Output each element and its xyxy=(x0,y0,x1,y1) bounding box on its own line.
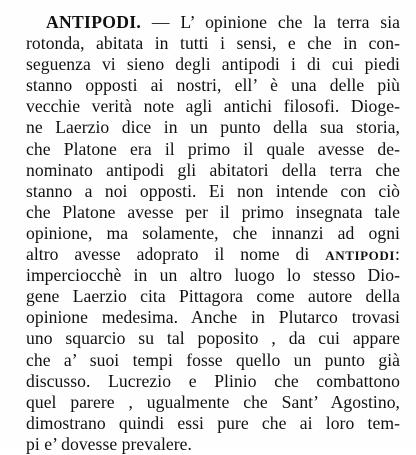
article-text xyxy=(26,12,400,455)
text-run: vecchie verità note agli antichi filosofi. Dioge- xyxy=(26,96,400,117)
text-run: gene Laerzio cita Pittagora come autore della xyxy=(26,286,400,307)
text-line xyxy=(26,181,400,202)
text-run: che Platone avesse per il primo insegnata tale xyxy=(26,201,400,222)
text-run: ne Laerzio dice in un punto della sua storia, xyxy=(26,117,400,138)
text-line xyxy=(26,371,400,392)
text-run: che a’ suoi tempi fosse quello un punto già xyxy=(26,349,400,370)
text-run: seguenza vi sieno degli antipodi i di cui piedi xyxy=(26,54,400,75)
text-run: pi e’ dovesse prevalere. xyxy=(26,433,192,454)
text-line xyxy=(26,392,400,413)
text-run: stanno opposti ai nostri, ell’ è una delle più xyxy=(26,75,400,96)
text-line xyxy=(26,286,400,307)
text-run: discusso. Lucrezio e Plinio che combattono xyxy=(26,370,400,391)
headword: ANTIPODI. xyxy=(46,12,142,32)
text-line xyxy=(26,75,400,96)
text-run: opinione medesima. Anche in Plutarco trovasi xyxy=(26,307,400,328)
text-line xyxy=(26,244,400,265)
text-run: — L’ opinione che la terra sia xyxy=(141,12,400,32)
text-line xyxy=(26,350,400,371)
text-line xyxy=(26,202,400,223)
text-line xyxy=(26,413,400,434)
text-run: stanno a noi opposti. Ei non intende con ciò xyxy=(26,180,400,201)
text-line xyxy=(26,223,400,244)
text-run: uno squarcio su tal poposito , da cui appare xyxy=(26,328,400,349)
text-run: nominato antipodi gli abitatori della terra che xyxy=(26,159,400,180)
text-line xyxy=(26,328,400,349)
text-line xyxy=(26,33,400,54)
text-line xyxy=(26,96,400,117)
text-line xyxy=(26,307,400,328)
text-run: imperciocchè in un altro luogo lo stesso Dio- xyxy=(26,265,400,286)
text-run: : xyxy=(395,244,400,265)
text-line xyxy=(26,434,400,455)
text-line xyxy=(26,54,400,75)
text-run: che Platone era il primo il quale avesse de- xyxy=(26,138,400,159)
text-line xyxy=(26,139,400,160)
text-run: rotonda, abitata in tutti i sensi, e che in con- xyxy=(26,33,400,54)
text-run: opinione, ma solamente, che innanzi ad ogni xyxy=(26,222,400,243)
text-run: dimostrano quindi essi pure che ai loro tem- xyxy=(26,412,400,433)
text-run: quel parere , ugualmente che Sant’ Agostino, xyxy=(26,391,400,412)
smallcaps-term: ANTIPODI xyxy=(325,248,396,264)
text-line xyxy=(26,160,400,181)
text-run: altro avesse adoprato il nome di xyxy=(26,244,326,265)
text-line xyxy=(26,265,400,286)
text-line xyxy=(26,117,400,138)
text-line xyxy=(26,12,400,33)
